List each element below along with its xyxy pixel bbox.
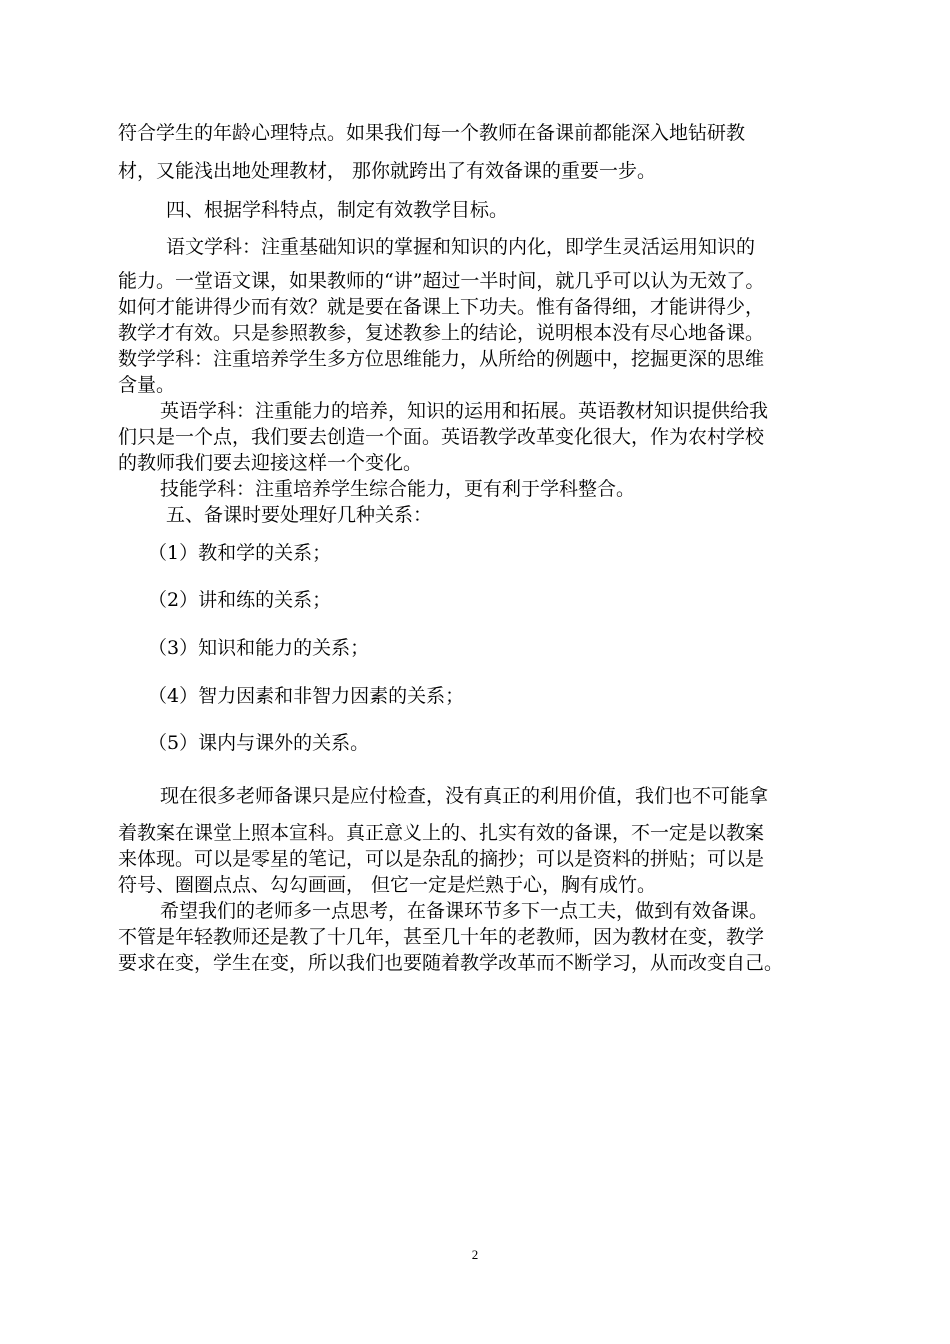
text-line-math-subject: 数学学科：注重培养学生多方位思维能力，从所给的例题中，挖掘更深的思维 [118,348,765,370]
text-line-23: 符号、圈圈点点、勾勾画画， 但它一定是烂熟于心，胸有成竹。 [118,874,657,896]
list-item-5: （5）课内与课外的关系。 [148,732,370,754]
text-line-english-subject: 英语学科：注重能力的培养，知识的运用和拓展。英语教材知识提供给我 [160,400,769,422]
text-line-2: 材，又能浅出地处理教材， 那你就跨出了有效备课的重要一步。 [118,160,657,182]
text-line-5: 能力。一堂语文课，如果教师的“讲”超过一半时间，就几乎可以认为无效了。 [118,270,765,292]
text-line-24: 希望我们的老师多一点思考，在备课环节多下一点工夫，做到有效备课。 [160,900,769,922]
text-line-22: 来体现。可以是零星的笔记，可以是杂乱的摘抄；可以是资料的拼贴；可以是 [118,848,765,870]
text-line-skills-subject: 技能学科：注重培养学生综合能力，更有利于学科整合。 [160,478,636,500]
list-item-1: （1）教和学的关系； [148,542,332,564]
text-line-20: 现在很多老师备课只是应付检查，没有真正的利用价值，我们也不可能拿 [160,785,769,807]
list-item-3: （3）知识和能力的关系； [148,637,370,659]
page-number: 2 [471,1247,479,1262]
text-line-26: 要求在变，学生在变，所以我们也要随着教学改革而不断学习，从而改变自己。 [118,952,784,974]
text-line-chinese-subject: 语文学科：注重基础知识的掌握和知识的内化，即学生灵活运用知识的 [166,236,756,258]
text-line-12: 的教师我们要去迎接这样一个变化。 [118,452,423,474]
list-item-2: （2）讲和练的关系； [148,589,332,611]
text-line-25: 不管是年轻教师还是教了十几年，甚至几十年的老教师，因为教材在变，教学 [118,926,765,948]
section-heading-5: 五、备课时要处理好几种关系： [166,504,433,526]
text-line-9: 含量。 [118,374,176,396]
list-item-4: （4）智力因素和非智力因素的关系； [148,685,465,707]
section-heading-4: 四、根据学科特点，制定有效教学目标。 [166,199,509,221]
text-line-11: 们只是一个点，我们要去创造一个面。英语教学改革变化很大，作为农村学校 [118,426,765,448]
text-line-6: 如何才能讲得少而有效？就是要在备课上下功夫。惟有备得细，才能讲得少， [118,296,765,318]
text-line-7: 教学才有效。只是参照教参，复述教参上的结论，说明根本没有尽心地备课。 [118,322,765,344]
text-line-1: 符合学生的年龄心理特点。如果我们每一个教师在备课前都能深入地钻研教 [118,122,746,144]
text-line-21: 着教案在课堂上照本宣科。真正意义上的、扎实有效的备课，不一定是以教案 [118,822,765,844]
